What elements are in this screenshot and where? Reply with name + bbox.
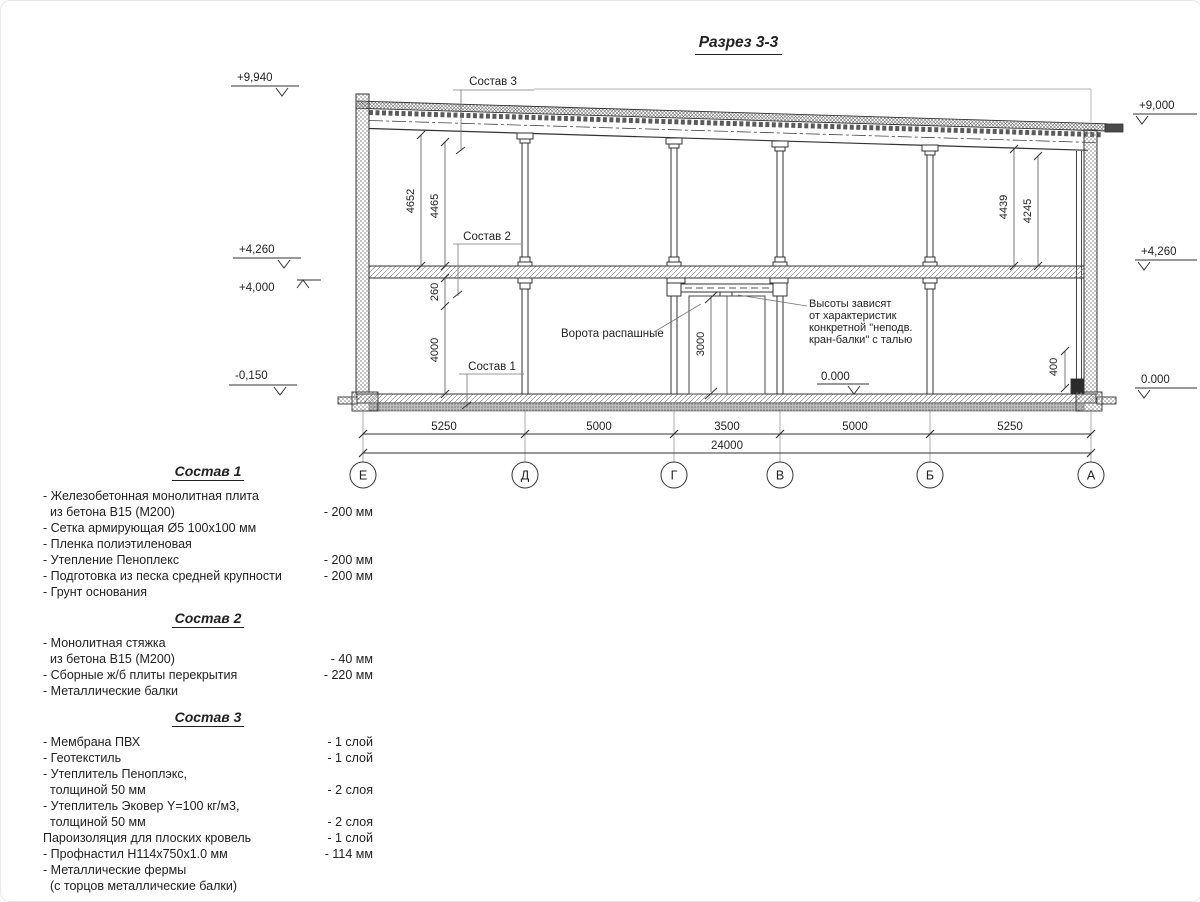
- elevation-mark: [231, 72, 299, 96]
- composition-item-text: - Утепление Пеноплекс: [43, 553, 180, 567]
- elevation-mark: [233, 244, 301, 268]
- callout-gates: [561, 304, 701, 340]
- composition-item-value: - 200 мм: [323, 505, 373, 519]
- dim-4439: 4439: [998, 194, 1010, 220]
- elevation-4000-left: +4,000: [239, 282, 275, 294]
- composition-item: [43, 750, 373, 766]
- dim-segment-3: 3500: [714, 421, 740, 433]
- composition-item: [43, 734, 373, 750]
- composition-item-text: - Металлические балки: [43, 684, 178, 698]
- dim-4000: 4000: [429, 337, 441, 363]
- composition-item-value: - 220 мм: [323, 668, 373, 682]
- composition-item-text: - Металлические фермы: [43, 863, 187, 877]
- axis-bubble: [512, 462, 538, 488]
- column: [772, 141, 788, 266]
- right-wall: [1084, 130, 1097, 394]
- callout-sostav-2-label: Состав 2: [463, 231, 511, 243]
- composition-item-value: - 1 слой: [327, 831, 373, 845]
- elevation-mark: [817, 371, 869, 394]
- axis-letter: Д: [520, 468, 530, 483]
- composition-item-value: - 114 мм: [324, 847, 373, 861]
- drawing-title: [641, 34, 836, 55]
- swing-gates: [689, 292, 765, 399]
- composition-item-value: - 2 слоя: [327, 815, 373, 829]
- axis-letter: В: [775, 468, 785, 483]
- dim-4652: 4652: [405, 188, 417, 214]
- callout-sostav-2: [453, 231, 521, 298]
- elevation-0000-middle: 0.000: [821, 371, 850, 383]
- elevation-0000-right: 0.000: [1141, 374, 1170, 386]
- composition-item-value: - 1 слой: [327, 751, 373, 765]
- composition-item-text: - Грунт основания: [43, 585, 148, 599]
- composition-item-value: - 200 мм: [323, 569, 373, 583]
- column: [922, 145, 938, 266]
- composition-item-text: - Утеплитель Пеноплэкс,: [43, 767, 188, 781]
- elevation-marks-left: [229, 72, 321, 395]
- elevation-9940: +9,940: [237, 72, 273, 84]
- composition-item: [43, 552, 373, 568]
- elevation-mark: [1135, 246, 1197, 270]
- axis-bubble: [661, 462, 687, 488]
- axis-bubble: [917, 462, 943, 488]
- composition-item-value: - 1 слой: [327, 735, 373, 749]
- ground-slab: [357, 394, 1096, 403]
- composition-3-title: Состав 3: [43, 709, 373, 727]
- composition-item-text: - Утеплитель Эковер Y=100 кг/м3,: [43, 799, 240, 813]
- drawing-title-text: Разрез 3-3: [695, 34, 783, 55]
- column: [518, 278, 532, 394]
- composition-item-text: толщиной 50 мм: [50, 783, 146, 797]
- callout-sostav-3-label: Состав 3: [469, 76, 517, 88]
- axis-bubble: [767, 462, 793, 488]
- composition-item-text: - Мембрана ПВХ: [43, 735, 141, 749]
- composition-2-items: [43, 635, 373, 699]
- elevation-9000: +9,000: [1139, 100, 1175, 112]
- composition-item-text: Пароизоляция для плоских кровель: [43, 831, 252, 845]
- dim-total: 24000: [711, 440, 743, 452]
- composition-item-text: толщиной 50 мм: [50, 815, 146, 829]
- dim-segment-4: 5000: [842, 421, 868, 433]
- composition-item: [43, 568, 373, 584]
- axis-bubbles: [350, 462, 1104, 488]
- axis-bubble: [1078, 462, 1104, 488]
- axis-letter: Г: [670, 468, 678, 483]
- roof-edge-cap: [1105, 124, 1123, 132]
- dim-segment-1: 5250: [431, 421, 457, 433]
- upper-floor-slab: [369, 266, 1084, 278]
- column-with-bracket: [667, 278, 685, 394]
- composition-item: [43, 488, 373, 520]
- composition-item-text: из бетона В15 (М200): [50, 505, 175, 519]
- column-with-bracket: [770, 278, 788, 394]
- composition-item: [43, 536, 373, 552]
- composition-item-text: - Монолитная стяжка: [43, 636, 166, 650]
- left-wall: [356, 94, 369, 394]
- column: [923, 278, 937, 394]
- elevation-4260-left: +4,260: [239, 244, 275, 256]
- composition-1-title: Состав 1: [43, 463, 373, 481]
- composition-block-1: [43, 463, 373, 600]
- upper-columns: [517, 133, 938, 266]
- composition-2-title: Состав 2: [43, 610, 373, 628]
- composition-item: [43, 846, 373, 862]
- crane-note-line-3: конкретной "неподв.: [809, 322, 913, 334]
- dim-segment-2: 5000: [586, 421, 612, 433]
- composition-item-text: - Геотекстиль: [43, 751, 122, 765]
- composition-3-items: [43, 734, 373, 894]
- crane-note-line-2: от характеристик: [809, 310, 897, 322]
- dim-260: 260: [429, 282, 441, 302]
- elevation-mark: [229, 370, 297, 395]
- ground-floor: [357, 394, 1096, 411]
- sand-bed: [369, 403, 1084, 411]
- composition-item: [43, 520, 373, 536]
- composition-item-text: - Подготовка из песка средней крупности: [43, 569, 282, 583]
- crane-note-line-1: Высоты зависят: [809, 298, 892, 310]
- dim-400: 400: [1048, 357, 1060, 377]
- composition-1-items: [43, 488, 373, 600]
- axis-letter: Е: [358, 468, 368, 483]
- dim-4465: 4465: [429, 193, 441, 219]
- composition-item: [43, 635, 373, 667]
- elevation-marks-right: [817, 100, 1197, 398]
- composition-item: [43, 683, 373, 699]
- composition-item-value: - 2 слоя: [327, 783, 373, 797]
- composition-item-text: - Сборные ж/б плиты перекрытия: [43, 668, 238, 682]
- composition-item: [43, 584, 373, 600]
- composition-item-text: - Сетка армирующая Ø5 100х100 мм: [43, 521, 257, 535]
- column: [666, 138, 682, 266]
- composition-item-text: (с торцов металлические балки): [50, 879, 238, 893]
- callout-sostav-1-label: Состав 1: [468, 361, 516, 373]
- dim-4245: 4245: [1022, 198, 1034, 224]
- elevation-minus-0150: -0,150: [235, 370, 268, 382]
- roof-assembly: [356, 101, 1123, 150]
- composition-block-2: [43, 610, 373, 699]
- composition-item: [43, 667, 373, 683]
- composition-item: [43, 830, 373, 846]
- column: [517, 133, 533, 266]
- axis-letter: А: [1086, 468, 1096, 483]
- composition-block-3: [43, 709, 373, 894]
- composition-item: [43, 766, 373, 798]
- elevation-mark: [239, 280, 321, 294]
- dim-3000: 3000: [695, 331, 707, 357]
- composition-lists: [43, 453, 373, 894]
- elevation-mark: [1135, 374, 1197, 398]
- elevation-4260-right: +4,260: [1141, 246, 1177, 258]
- composition-item: [43, 862, 373, 894]
- elevation-mark: [1133, 100, 1197, 124]
- axis-letter: Б: [925, 468, 935, 483]
- composition-item: [43, 798, 373, 830]
- bottom-dimension-chain: [359, 409, 1095, 462]
- dim-segment-5: 5250: [997, 421, 1023, 433]
- crane-note-line-4: кран-балки" с талью: [809, 334, 913, 346]
- gates-label: Ворота распашные: [561, 328, 664, 340]
- composition-item-value: - 40 мм: [330, 652, 373, 666]
- composition-item-text: - Профнастил Н114х750х1.0 мм: [43, 847, 228, 861]
- composition-item-text: - Пленка полиэтиленовая: [43, 537, 192, 551]
- composition-item-text: из бетона В15 (М200): [50, 652, 175, 666]
- composition-item-value: - 200 мм: [323, 553, 373, 567]
- composition-item-text: - Железобетонная монолитная плита: [43, 489, 259, 503]
